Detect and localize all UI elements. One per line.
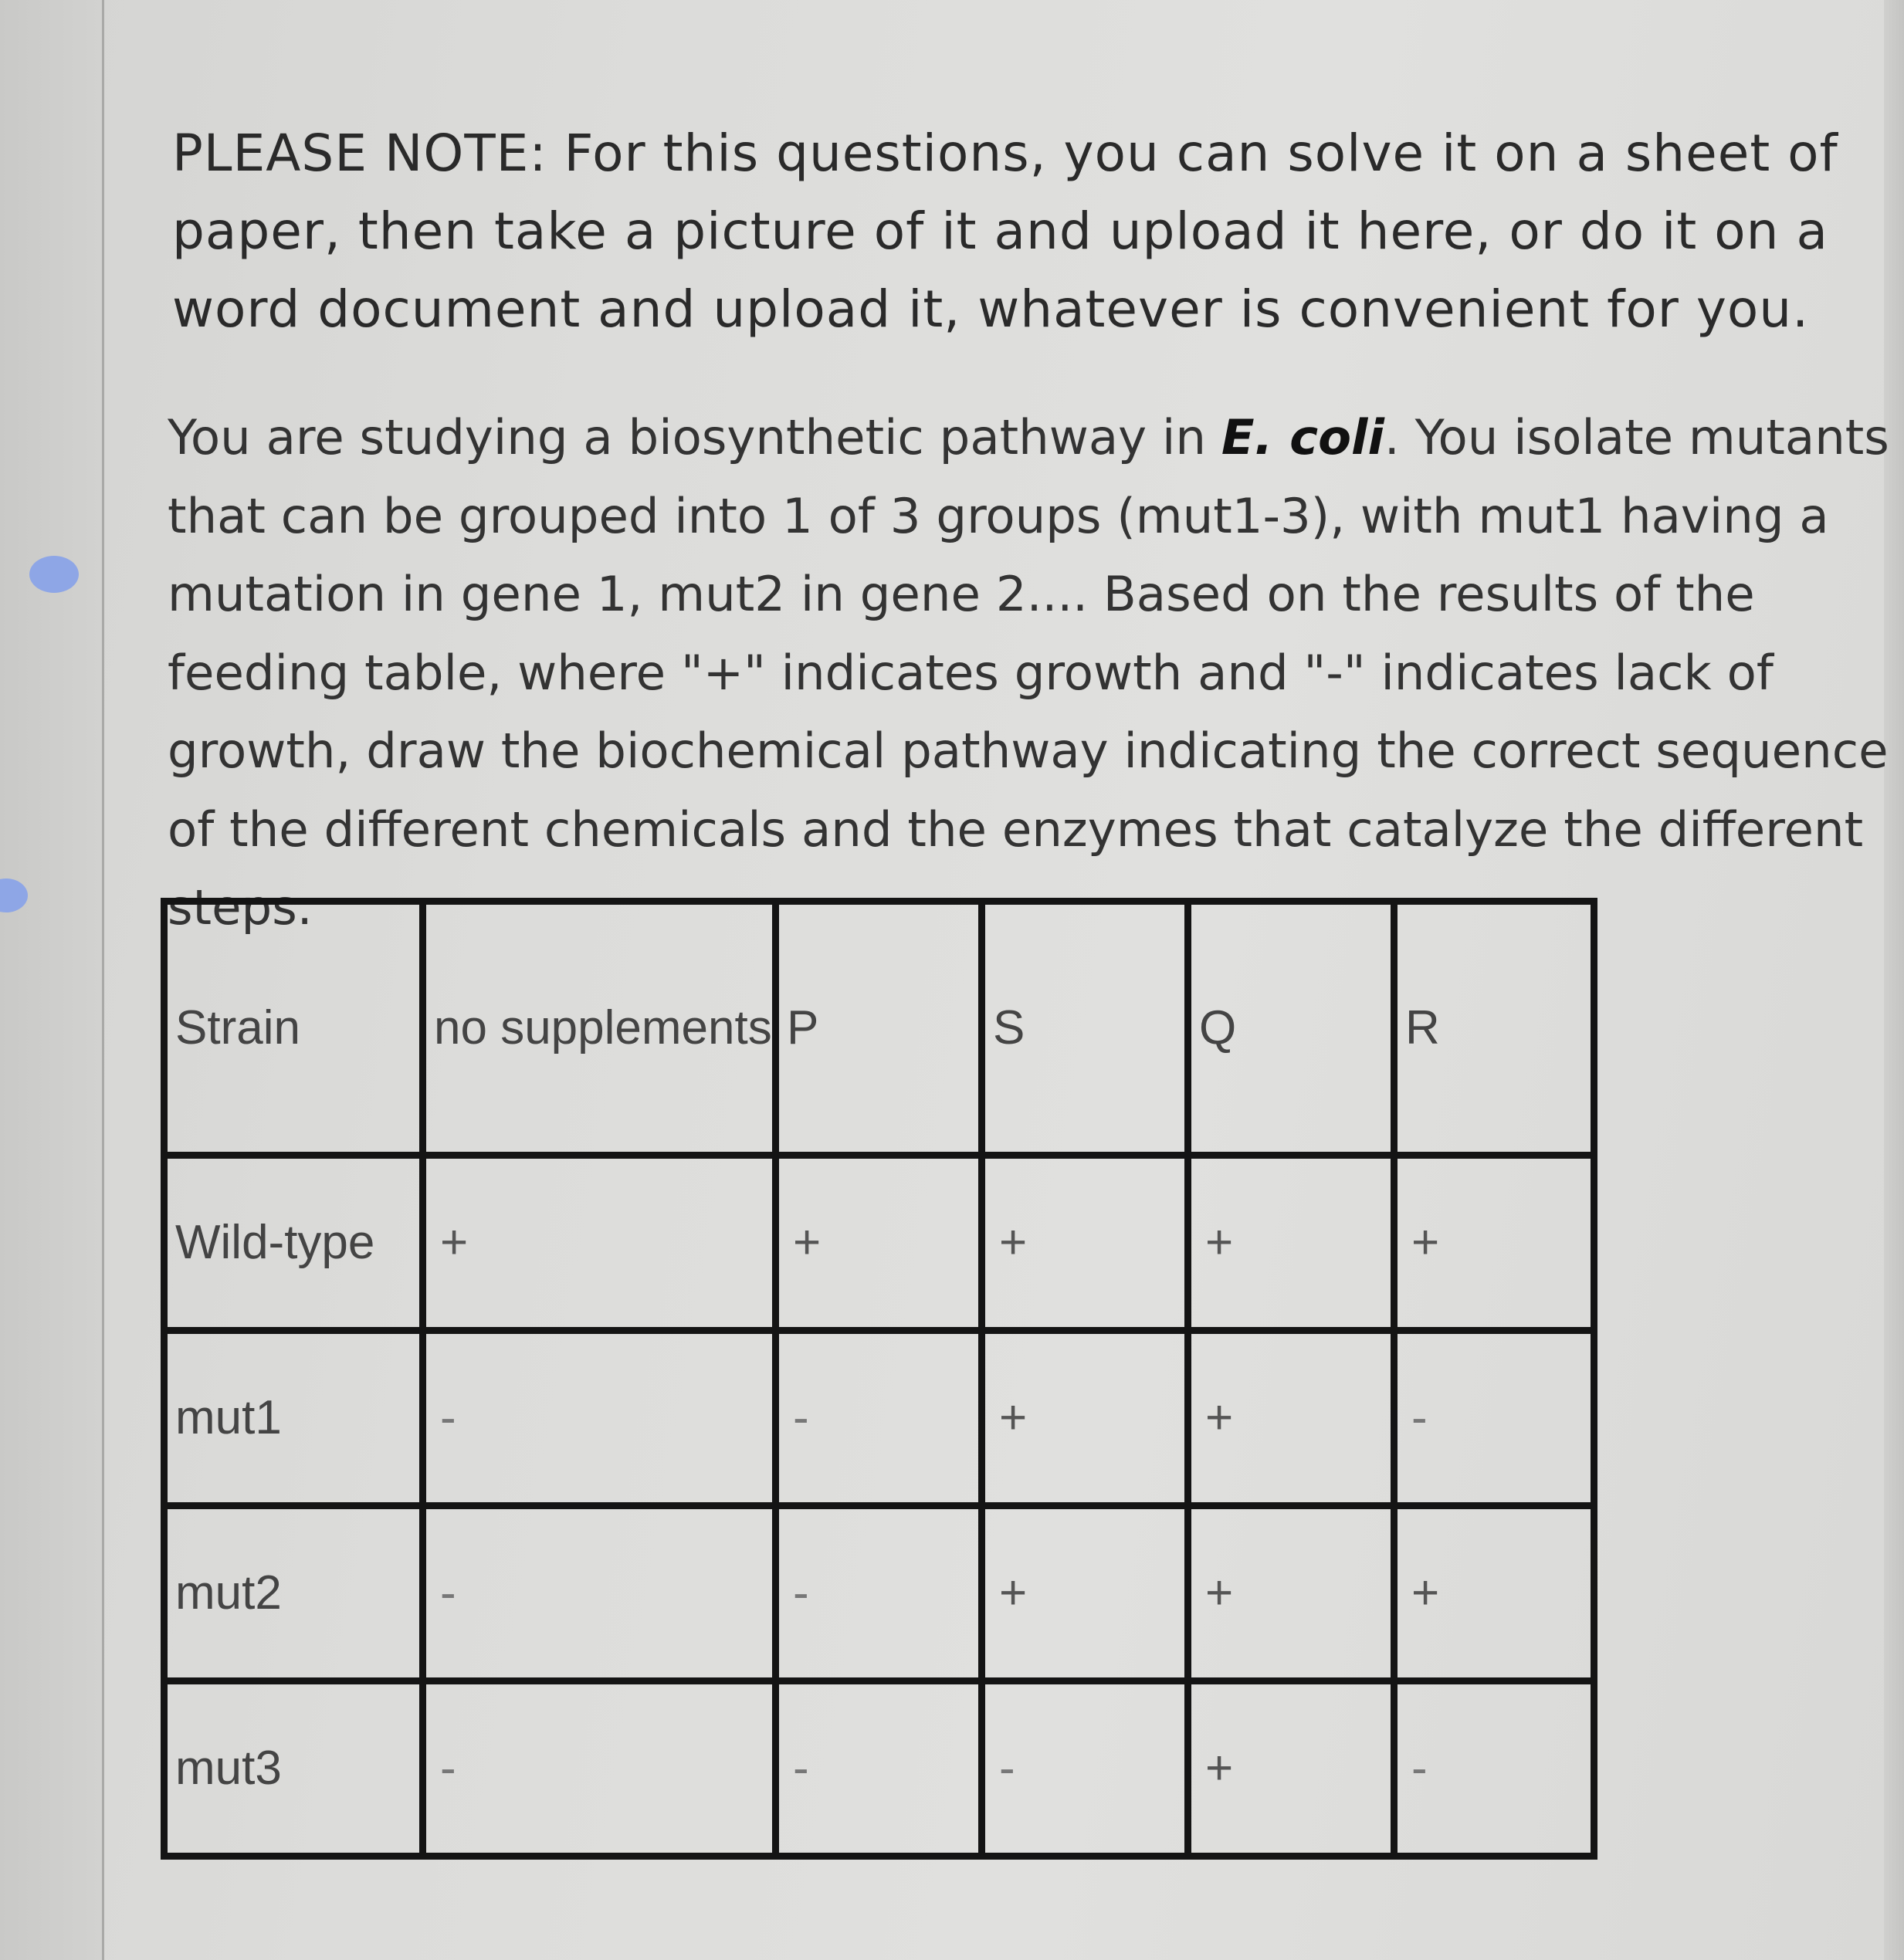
growth-cell: + (1394, 1506, 1594, 1681)
organism-name: E. coli (1221, 409, 1384, 465)
growth-cell: + (1188, 1156, 1394, 1331)
header-r: R (1394, 902, 1594, 1156)
table-row (164, 1681, 1594, 1857)
header-strain: Strain (164, 902, 423, 1156)
growth-cell: + (1394, 1156, 1594, 1331)
question-text-rest: . You isolate mutants that can be grouped into 1 of 3 groups (mut1-3), with mut1 having a mutation in gene 1, mut2 in gene 2.... Based on the results of the feeding table, where "+" indicates growth and "-" indicates lack of growth, draw the biochemical pathway indicating the correct sequence of the different chemicals and the enzymes that catalyze the different steps. (168, 409, 1889, 936)
growth-cell: + (982, 1156, 1188, 1331)
header-q: Q (1188, 902, 1394, 1156)
question-text-start: You are studying a biosynthetic pathway in (168, 409, 1221, 465)
question-paragraph (168, 398, 1889, 947)
growth-cell: + (982, 1331, 1188, 1506)
growth-cell: + (1188, 1506, 1394, 1681)
growth-cell: - (982, 1681, 1188, 1857)
feeding-table (161, 898, 1597, 1860)
growth-cell: - (423, 1331, 776, 1506)
blue-marker-dot-icon (29, 556, 79, 593)
header-s: S (982, 902, 1188, 1156)
strain-cell: mut2 (164, 1506, 423, 1681)
please-note-paragraph: PLEASE NOTE: For this questions, you can solve it on a sheet of paper, then take a picture of it and upload it here, or do it on a word document and upload it, whatever is convenient for you. (172, 124, 1838, 339)
growth-cell: - (776, 1506, 982, 1681)
table-header-row (164, 902, 1594, 1156)
growth-cell: - (1394, 1681, 1594, 1857)
growth-cell: + (1188, 1681, 1394, 1857)
growth-cell: - (776, 1331, 982, 1506)
growth-cell: - (423, 1506, 776, 1681)
growth-cell: + (982, 1506, 1188, 1681)
header-no-supplements: no supplements (423, 902, 776, 1156)
growth-cell: + (423, 1156, 776, 1331)
strain-cell: mut1 (164, 1331, 423, 1506)
growth-cell: + (776, 1156, 982, 1331)
strain-cell: Wild-type (164, 1156, 423, 1331)
table-row (164, 1156, 1594, 1331)
table-row (164, 1506, 1594, 1681)
screen-right-edge (1884, 0, 1904, 1960)
screen-left-bezel (0, 0, 102, 1960)
document-page (104, 0, 1889, 1960)
growth-cell: - (423, 1681, 776, 1857)
growth-cell: - (1394, 1331, 1594, 1506)
growth-cell: + (1188, 1331, 1394, 1506)
strain-cell: mut3 (164, 1681, 423, 1857)
header-p: P (776, 902, 982, 1156)
table-row (164, 1331, 1594, 1506)
growth-cell: - (776, 1681, 982, 1857)
